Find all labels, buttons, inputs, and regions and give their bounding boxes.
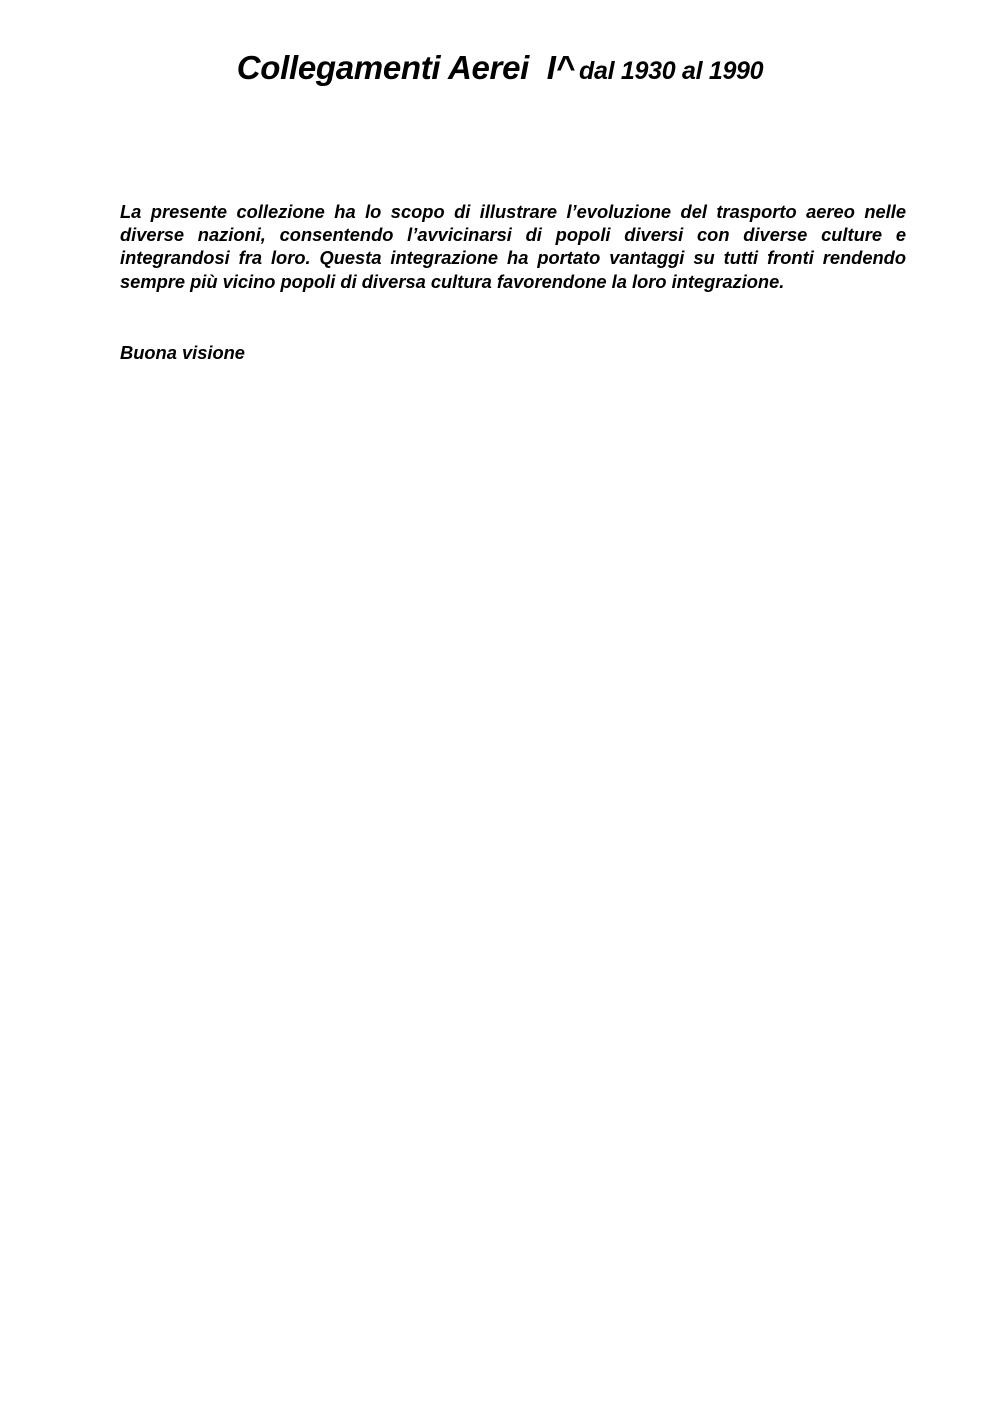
- page-title: [0, 48, 1000, 95]
- title-subtitle: dal 1930 al 1990: [579, 57, 764, 85]
- intro-paragraph: La presente collezione ha lo scopo di illustrare l’evoluzione del trasporto aereo nelle diverse nazioni, consentendo l’avvicinarsi di popoli diversi con diverse culture e integrandosi fra loro. Questa integrazione ha portato vantaggi su tutti fronti rendendo sempre più vicino popoli di diversa cultura favorendone la loro integrazione.: [120, 201, 906, 292]
- title-main: Collegamenti Aerei I^: [236, 49, 575, 86]
- closing-line: Buona visione: [120, 342, 245, 363]
